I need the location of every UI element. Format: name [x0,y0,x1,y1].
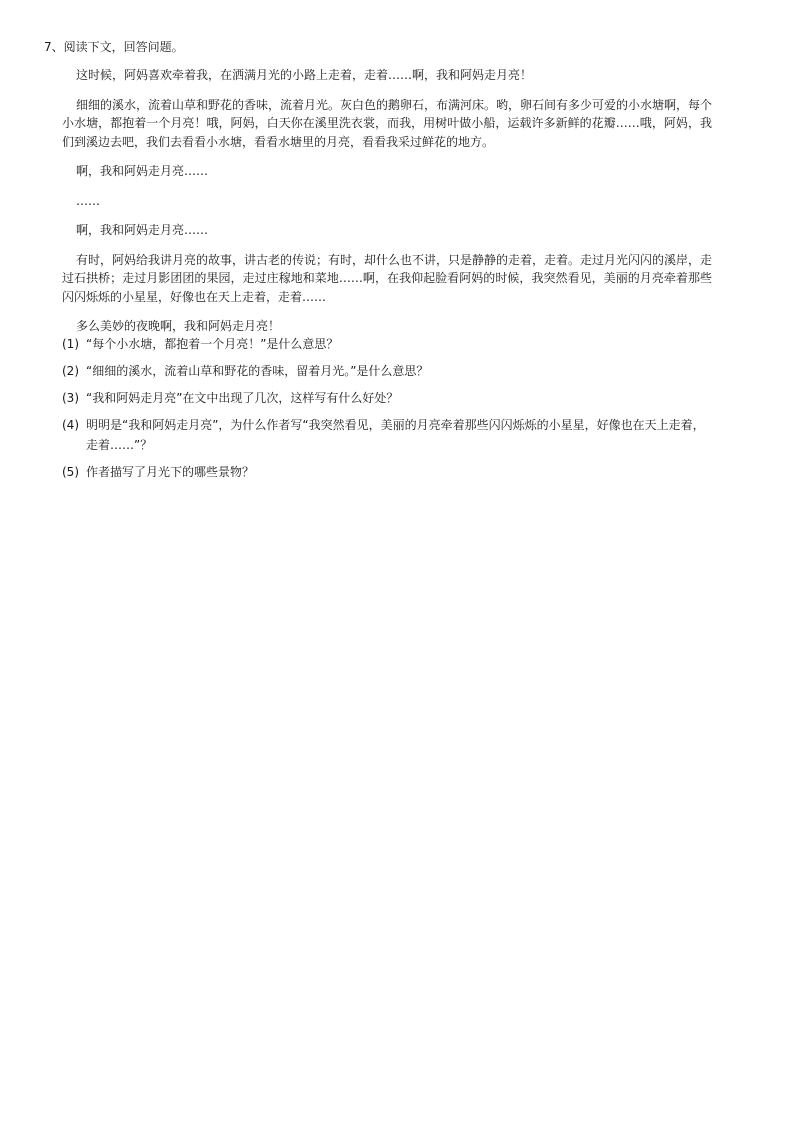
question-heading: 7、阅读下文，回答问题。 [44,40,184,54]
question-number: (3) [62,391,79,405]
question-list [62,334,712,489]
passage-paragraph: 啊，我和阿妈走月亮…… [76,164,209,178]
question-item [62,334,712,354]
passage-paragraph: 啊，我和阿妈走月亮…… [76,223,209,237]
question-item [62,462,712,482]
passage-paragraph: 多么美妙的夜晚啊，我和阿妈走月亮！ [76,319,281,333]
passage-paragraph: 有时，阿妈给我讲月亮的故事，讲古老的传说；有时，却什么也不讲，只是静静的走着，走着。走过月光闪闪的溪岸，走过石拱桥；走过月影团团的果园，走过庄稼地和菜地……啊，在我仰起脸看阿妈的时候，我突然看见，美丽的月亮牵着那些闪闪烁烁的小星星，好像也在天上走着，走着…… [62,252,713,304]
question-number: (4) [62,418,79,432]
question-text: 明明是“我和阿妈走月亮”，为什么作者写“我突然看见，美丽的月亮牵着那些闪闪烁烁的小星星，好像也在天上走着，走着……”？ [86,418,705,452]
question-item [62,361,712,381]
question-number: (2) [62,364,79,378]
question-number: (5) [62,465,79,479]
question-item [62,415,712,455]
question-text: “细细的溪水，流着山草和野花的香味，留着月光。”是什么意思？ [86,364,429,378]
passage-paragraph: 这时候，阿妈喜欢牵着我，在洒满月光的小路上走着，走着……啊，我和阿妈走月亮！ [76,68,533,82]
passage-paragraph: 细细的溪水，流着山草和野花的香味，流着月光。灰白色的鹅卵石，布满河床。哟，卵石间有多少可爱的小水塘啊，每个小水塘，都抱着一个月亮！哦，阿妈，白天你在溪里洗衣裳，而我，用树叶做小船，运载许多新鲜的花瓣……哦，阿妈，我们到溪边去吧，我们去看看小水塘，看看水塘里的月亮，看看我采过鲜花的地方。 [62,97,713,149]
question-text: “我和阿妈走月亮”在文中出现了几次，这样写有什么好处？ [86,391,399,405]
question-number: (1) [62,337,79,351]
question-text: “每个小水塘，都抱着一个月亮！”是什么意思？ [86,337,339,351]
reading-passage [62,66,712,347]
passage-paragraph: …… [76,193,100,208]
question-text: 作者描写了月光下的哪些景物？ [86,465,255,479]
question-item [62,388,712,408]
